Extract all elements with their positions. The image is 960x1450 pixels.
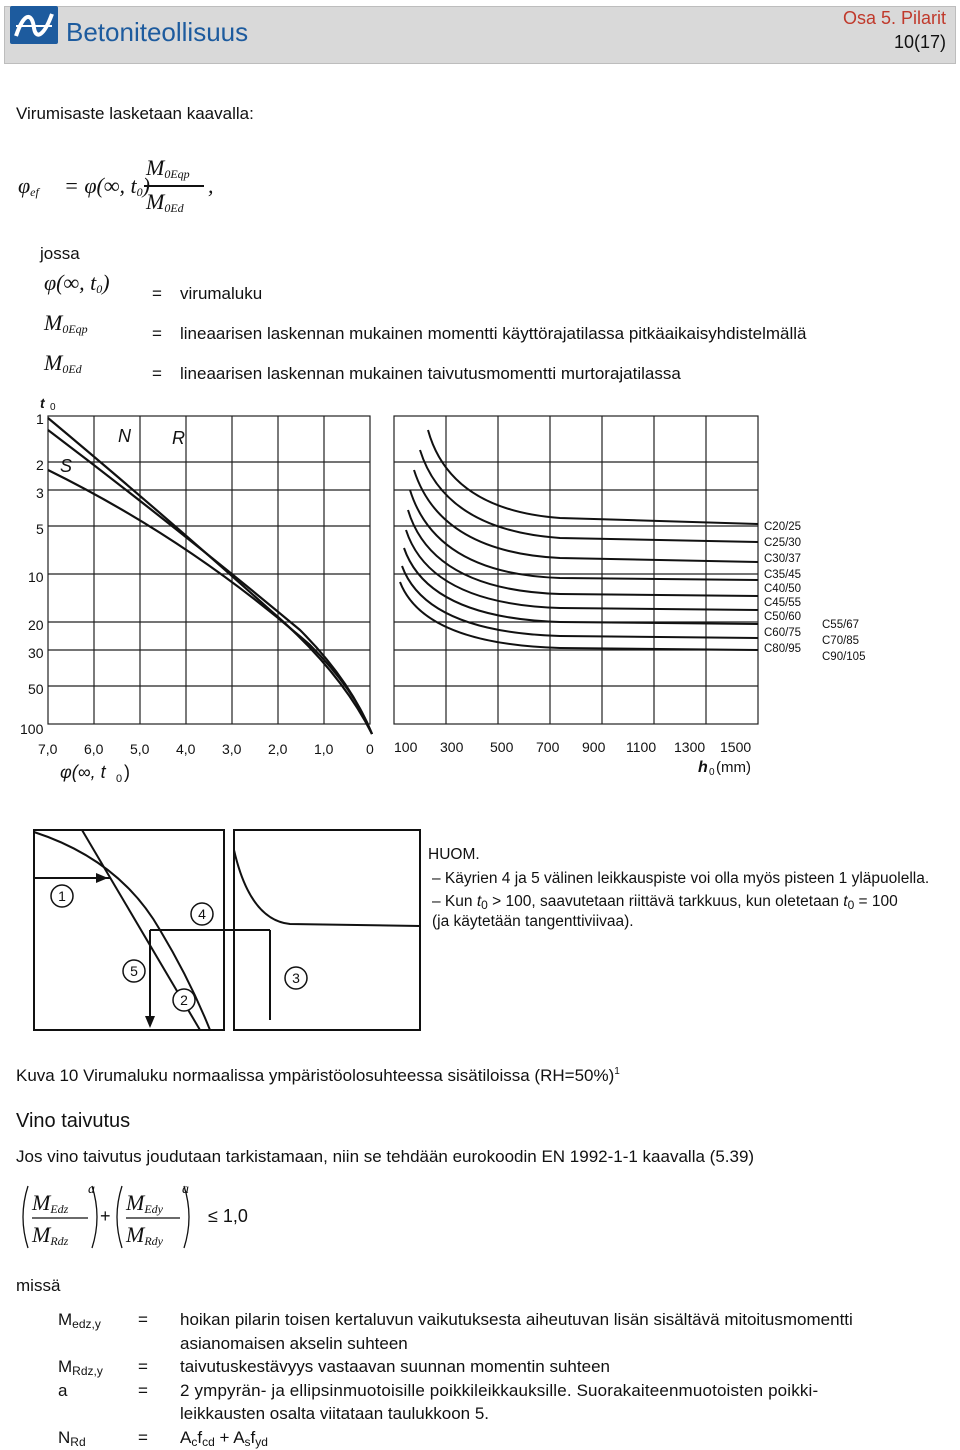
t0-tick-5: 10 (28, 569, 44, 585)
section-intro: Jos vino taivutus joudutaan tarkistamaan, niin se tehdään eurokoodin EN 1992-1-1 kaavalla (5.39) (16, 1147, 755, 1166)
note-line-3: (ja käytetään tangenttiviivaa). (432, 913, 634, 930)
phi-tick-8: 0 (366, 741, 374, 757)
phi-axis-close: ) (124, 762, 130, 782)
h0-tick-5: 900 (582, 739, 606, 755)
marker-2-label: 2 (180, 992, 188, 1008)
term-text-2: taivutuskestävyys vastaavan suunnan momentin suhteen (180, 1357, 610, 1376)
marker-3-label: 3 (292, 970, 300, 986)
term-symbol-a: a (58, 1381, 68, 1400)
fraction-line (144, 185, 204, 187)
h0-tick-7: 1300 (674, 739, 706, 755)
f2-leq: ≤ 1,0 (208, 1206, 248, 1226)
t0-tick-3: 3 (36, 485, 44, 501)
formula-phi: φ (18, 173, 31, 198)
h0-tick-6: 1100 (626, 739, 657, 755)
phi-tick-1: 7,0 (38, 741, 58, 757)
formula-phi-sub: ef (30, 185, 39, 199)
h0-axis-unit: (mm) (716, 759, 751, 776)
phi-tick-3: 5,0 (130, 741, 150, 757)
marker-4-label: 4 (198, 906, 206, 922)
note-line-2: – Kun $t_0 > 100$, saavutetaan riittävä tarkkuus, kun oletetaan $t_0 = 100$ (432, 893, 898, 912)
class-c25-30: C25/30 (764, 537, 802, 549)
cement-class-n: N (118, 426, 131, 446)
note-line-1: – Käyrien 4 ja 5 välinen leikkauspiste voi olla myös pisteen 1 yläpuolella. (432, 870, 930, 887)
term-eq-1: = (138, 1310, 148, 1329)
arrow-down-icon (145, 1016, 155, 1028)
def-eq-3: = (152, 364, 162, 383)
t0-tick-7: 30 (28, 645, 44, 661)
term-symbol-nrd: $N_{Rd}$ (58, 1428, 86, 1449)
class-c35-45: C35/45 (764, 569, 802, 581)
class-c30-37: C30/37 (764, 553, 802, 565)
def-symbol-m0ed: $M_{0Ed}$ (44, 350, 82, 376)
t0-axis-label: t (40, 395, 45, 411)
f2-plus: + (100, 1206, 111, 1226)
term-eq-3: = (138, 1381, 148, 1400)
formula-t-sub: 0 (136, 185, 143, 199)
section-title: Vino taivutus (16, 1110, 131, 1132)
def-symbol-m0eqp: $M_{0Eqp}$ (44, 310, 88, 336)
t0-tick-6: 20 (28, 617, 44, 633)
class-c60-75: C60/75 (764, 627, 802, 639)
creep-ratio-formula (18, 155, 318, 215)
phi-tick-4: 4,0 (176, 741, 196, 757)
section-label: Osa 5. Pilarit (842, 8, 946, 28)
term-text-1a: hoikan pilarin toisen kertaluvun vaikutuksesta aiheutuvan lisän sisältävä mitoitusmomentti (180, 1310, 853, 1329)
marker-5-label: 5 (130, 963, 138, 979)
t0-tick-2: 2 (36, 457, 44, 473)
f2-num1: M (32, 1190, 51, 1215)
class-c20-25: C20/25 (764, 521, 802, 533)
brand-logo-icon (10, 6, 58, 44)
formula-denominator-sub: 0Ed (164, 201, 184, 215)
formula-numerator: M (146, 155, 165, 180)
def-eq-1: = (152, 284, 162, 303)
phi-tick-6: 2,0 (268, 741, 288, 757)
arrow-right-icon (96, 873, 108, 883)
formula-comma: , (208, 173, 214, 198)
t0-tick-4: 5 (36, 521, 44, 537)
marker-1-label: 1 (58, 888, 66, 904)
class-c45-55: C45/55 (764, 597, 802, 609)
class-c40-50: C40/50 (764, 583, 802, 595)
formula-phi-inf: = φ(∞, t (64, 173, 137, 198)
phi-axis-label: φ(∞, t (60, 762, 106, 782)
cement-class-r: R (172, 428, 185, 448)
t0-tick-8: 50 (28, 681, 44, 697)
f2-den2: M (126, 1222, 145, 1247)
f2-den1: M (32, 1222, 51, 1247)
class-c70-85: C70/85 (822, 635, 860, 647)
phi-tick-5: 3,0 (222, 741, 242, 757)
class-c80-95: C80/95 (764, 643, 802, 655)
h0-tick-3: 500 (490, 739, 514, 755)
where-label: jossa (40, 244, 80, 263)
formula-denominator: M (146, 189, 165, 214)
f2-exp1: a (88, 1182, 95, 1197)
biaxial-bending-formula: $M_{Edz}$ $M_{Rdz}$ a + $M_{Edy}$ $M_{Rdy}$ a ≤ 1,0 (18, 1182, 278, 1252)
class-c50-60: C50/60 (764, 611, 802, 623)
term-eq-2: = (138, 1357, 148, 1376)
note-title: HUOM. (428, 846, 480, 863)
phi-axis-sub: 0 (116, 773, 123, 785)
term-symbol-medz: $M_{edz,y}$ (58, 1310, 101, 1331)
f2-num2: M (126, 1190, 145, 1215)
h0-axis-sub: 0 (709, 767, 715, 778)
term-text-1b: asianomaisen akselin suhteen (180, 1334, 408, 1353)
cement-class-s: S (60, 456, 73, 476)
t0-tick-9: 100 (20, 721, 44, 737)
h0-tick-2: 300 (440, 739, 464, 755)
brand-name: Betoniteollisuus (66, 17, 249, 47)
term-nrd-expression: $A_cf_{cd} + A_sf_{yd}$ (180, 1428, 268, 1449)
phi-tick-2: 6,0 (84, 741, 104, 757)
def-text-2: lineaarisen laskennan mukainen momentti käyttörajatilassa pitkäaikaisyhdistelmällä (180, 324, 807, 343)
h0-tick-1: 100 (394, 739, 418, 755)
f2-exp2: a (182, 1182, 189, 1197)
def-text-1: virumaluku (180, 284, 263, 303)
class-c90-105: C90/105 (822, 651, 866, 663)
h0-axis-label: h (698, 759, 708, 776)
intro-text: Virumisaste lasketaan kaavalla: (16, 104, 254, 123)
def-symbol-phi: φ(∞, $t_0$) (44, 270, 110, 296)
h0-tick-8: 1500 (720, 739, 752, 755)
class-c55-67: C55/67 (822, 619, 860, 631)
term-text-3a: 2 ympyrän- ja ellipsinmuotoisille poikkileikkauksille. Suorakaiteenmuotoisten poikki- (180, 1381, 819, 1400)
t0-axis-sub: 0 (50, 402, 56, 413)
where-label-2: missä (16, 1276, 61, 1295)
term-symbol-mrdz: $M_{Rdz,y}$ (58, 1357, 103, 1378)
figure-caption: Kuva 10 Virumaluku normaalissa ympäristöolosuhteessa sisätiloissa (RH=50%)$^1$ (16, 1066, 620, 1085)
phi-tick-7: 1,0 (314, 741, 334, 757)
page-number: 10(17) (893, 32, 946, 52)
def-eq-2: = (152, 324, 162, 343)
h0-tick-4: 700 (536, 739, 560, 755)
creep-nomogram (0, 390, 960, 790)
term-text-3b: leikkausten osalta viitataan taulukkoon 5. (180, 1404, 490, 1423)
t0-tick-1: 1 (36, 411, 44, 427)
nomogram-usage-guide (0, 820, 440, 1040)
term-eq-4: = (138, 1428, 148, 1447)
def-text-3: lineaarisen laskennan mukainen taivutusmomentti murtorajatilassa (180, 364, 681, 383)
formula-numerator-sub: 0Eqp (164, 167, 190, 181)
